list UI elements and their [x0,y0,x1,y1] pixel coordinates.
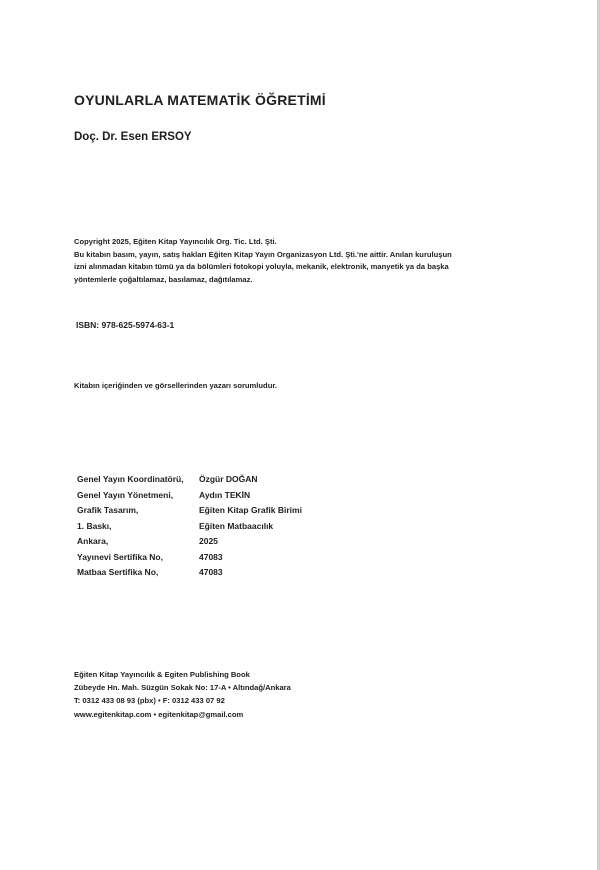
author-name: Doç. Dr. Esen ERSOY [74,131,192,143]
publisher-address: Zübeyde Hn. Mah. Süzgün Sokak No: 17-A • Altındağ/Ankara [74,683,291,693]
copyright-line: Bu kitabın basım, yayın, satış hakları Eğiten Kitap Yayın Organizasyon Ltd. Şti.'ne aittir. Anılan kuruluşun [74,249,452,259]
credit-value: 2025 [199,536,218,546]
credit-label: Grafik Tasarım, [77,505,139,515]
credit-value: Özgür DOĞAN [199,474,258,484]
credit-value: 47083 [199,567,223,577]
credit-label: Ankara, [77,536,109,546]
credit-value: Eğiten Kitap Grafik Birimi [199,505,302,515]
copyright-line: izni alınmadan kitabın tümü ya da bölümleri fotokopi yoluyla, mekanik, elektronik, manyetik ya da başka [74,262,449,271]
publisher-info [74,668,291,721]
credit-value: 47083 [199,551,223,562]
credit-row [77,550,302,566]
copyright-line: yöntemlerle çoğaltılamaz, basılamaz, dağıtılamaz. [74,274,253,284]
credit-row [77,534,302,550]
credit-value: Aydın TEKİN [199,489,251,500]
credit-label: Genel Yayın Koordinatörü, [77,474,184,484]
credit-value: Eğiten Matbaacılık [199,520,274,531]
credit-row [77,503,302,519]
credit-label: Matbaa Sertifika No, [77,567,159,577]
credit-row [77,519,302,535]
credits-table [77,472,302,581]
responsibility-note: Kitabın içeriğinden ve görsellerinden yazarı sorumludur. [74,381,277,390]
credit-row [77,565,302,581]
publisher-phone: T: 0312 433 08 93 (pbx) • F: 0312 433 07 92 [74,696,225,706]
credit-label: Genel Yayın Yönetmeni, [77,489,174,500]
publisher-name: Eğiten Kitap Yayıncılık & Egiten Publishing Book [74,670,250,679]
credit-label: 1. Baskı, [77,520,112,531]
isbn: ISBN: 978-625-5974-63-1 [76,320,175,330]
credit-label: Yayınevi Sertifika No, [77,551,163,562]
copyright-line: Copyright 2025, Eğiten Kitap Yayıncılık Org. Tic. Ltd. Şti. [74,237,277,246]
credit-row [77,472,302,488]
publisher-web: www.egitenkitap.com • egitenkitap@gmail.com [74,709,244,719]
book-title: OYUNLARLA MATEMATİK ÖĞRETİMİ [74,92,326,108]
copyright-notice [74,236,534,286]
credit-row [77,488,302,504]
